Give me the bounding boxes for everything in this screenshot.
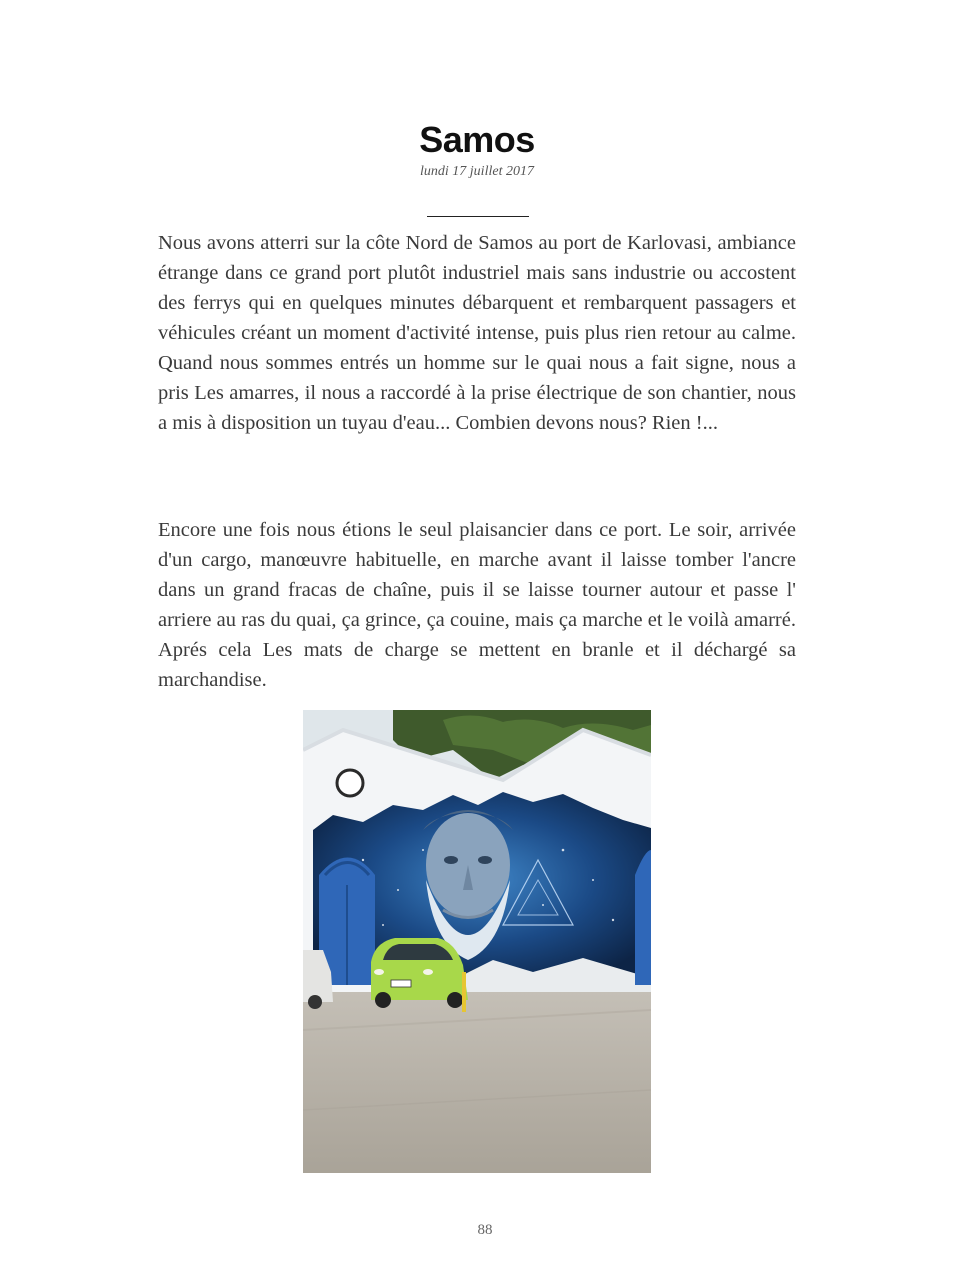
photo-yellow-bollard <box>462 972 466 1012</box>
page-number: 88 <box>477 1222 493 1238</box>
page-date: lundi 17 juillet 2017 <box>420 164 534 179</box>
photo-green-car <box>371 938 468 1008</box>
mural-photo <box>303 710 651 1173</box>
paragraph-1: Nous avons atterri sur la côte Nord de Samos au port de Karlovasi, ambiance étrange dans ce grand port plutôt industriel mais sans industrie ou accostent des ferrys qui en quelques minutes débarquent et rembarquent passagers et véhicules créant un moment d'activité intense, puis plus rien retour au calme. Quand nous sommes entrés un homme sur le quai nous a fait signe, nous a pris Les amarres, il nous a raccordé à la prise électrique de son chantier, nous a mis à disposition un tuyau d'eau... Combien devons nous? Rien !... <box>158 232 796 434</box>
photo-blue-door-right <box>635 850 651 985</box>
paragraph-2: Encore une fois nous étions le seul plaisancier dans ce port. Le soir, arrivée d'un cargo, manœuvre habituelle, en marche avant il laisse tomber l'ancre dans un grand fracas de chaîne, puis il se laisse tourner autour et passe l' arriere au ras du quai, ça grince, ça couine, mais ça marche et le voilà amarré. Aprés cela Les mats de charge se mettent en branle et il déchargé sa marchandise. <box>158 519 796 691</box>
title-divider <box>427 216 529 217</box>
photo-round-window <box>337 770 363 796</box>
page-title: Samos <box>419 119 535 160</box>
